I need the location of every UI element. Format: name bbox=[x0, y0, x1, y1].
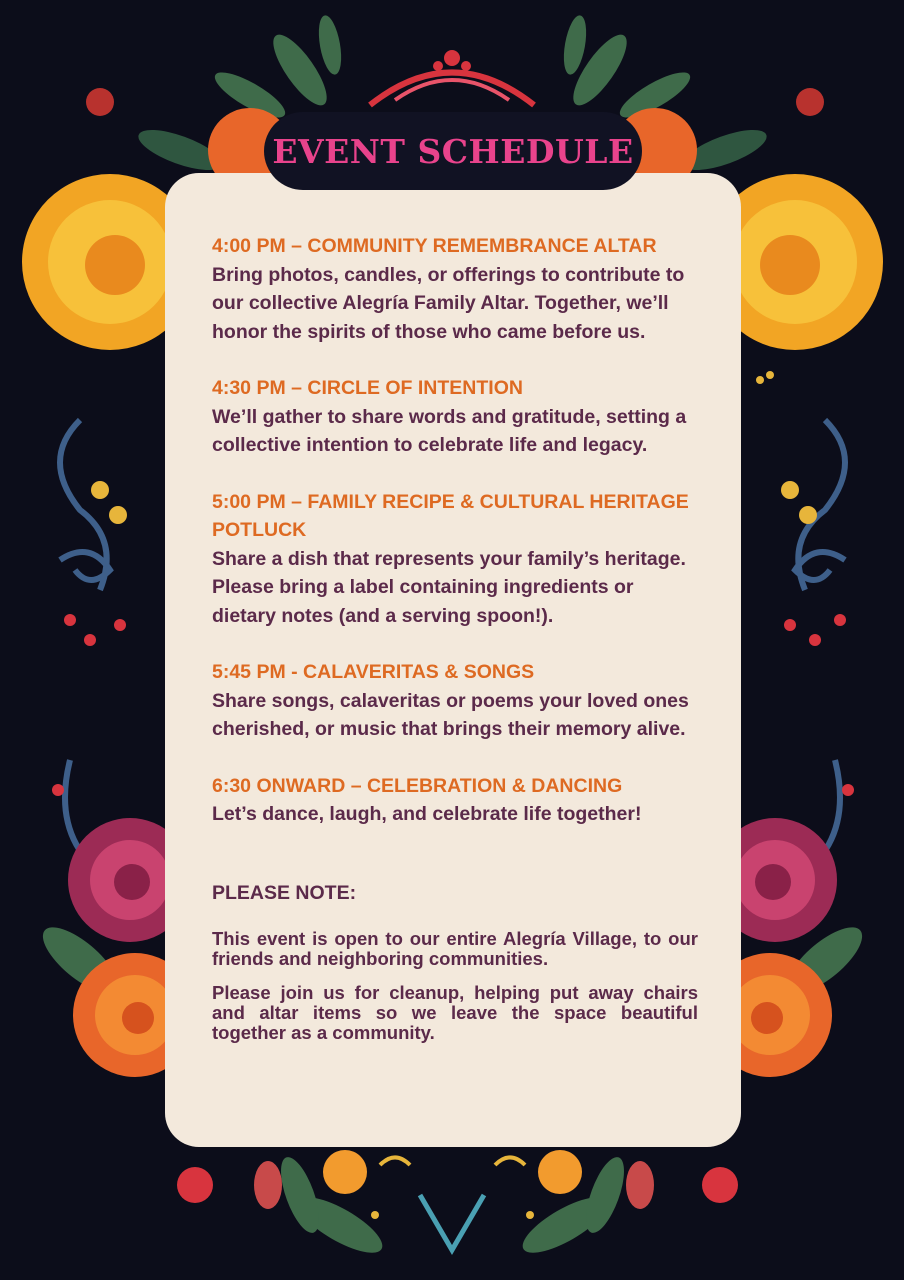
schedule-item bbox=[212, 772, 698, 829]
schedule-item-heading: 5:00 PM – FAMILY RECIPE & CULTURAL HERITAGE POTLUCK bbox=[212, 490, 689, 541]
schedule-item bbox=[212, 232, 698, 346]
title-banner bbox=[264, 112, 642, 190]
schedule-item-heading: 5:45 PM - CALAVERITAS & SONGS bbox=[212, 661, 535, 683]
schedule-item-description: Share songs, calaveritas or poems your loved ones cherished, or music that brings their memory alive. bbox=[212, 689, 689, 740]
schedule-item-heading: 4:00 PM – COMMUNITY REMEMBRANCE ALTAR bbox=[212, 235, 657, 257]
schedule-item-description: Share a dish that represents your family’s heritage. Please bring a label containing ingredients or dietary notes (and a serving spoon!). bbox=[212, 547, 686, 627]
note-paragraph: This event is open to our entire Alegría Village, to our friends and neighboring communities. bbox=[212, 928, 698, 969]
schedule-item-description: Bring photos, candles, or offerings to contribute to our collective Alegría Family Altar. Together, we’ll honor the spirits of those who came before us. bbox=[212, 263, 685, 343]
top-ornament bbox=[86, 50, 824, 116]
note-paragraph: Please join us for cleanup, helping put away chairs and altar items so we leave the space beautiful together as a community. bbox=[212, 982, 698, 1043]
schedule-item bbox=[212, 658, 698, 744]
note-heading: PLEASE NOTE: bbox=[212, 881, 357, 904]
schedule-item bbox=[212, 488, 698, 631]
schedule-item-heading: 6:30 ONWARD – CELEBRATION & DANCING bbox=[212, 774, 623, 797]
schedule-item-description: Let’s dance, laugh, and celebrate life together! bbox=[212, 803, 642, 825]
page-title: EVENT SCHEDULE bbox=[272, 131, 634, 171]
schedule-content bbox=[212, 232, 698, 1057]
bottom-ornaments bbox=[177, 1150, 738, 1250]
schedule-item-description: We’ll gather to share words and gratitude, setting a collective intention to celebrate life and legacy. bbox=[212, 405, 687, 456]
schedule-item-heading: 4:30 PM – CIRCLE OF INTENTION bbox=[212, 377, 523, 399]
schedule-item bbox=[212, 374, 698, 460]
